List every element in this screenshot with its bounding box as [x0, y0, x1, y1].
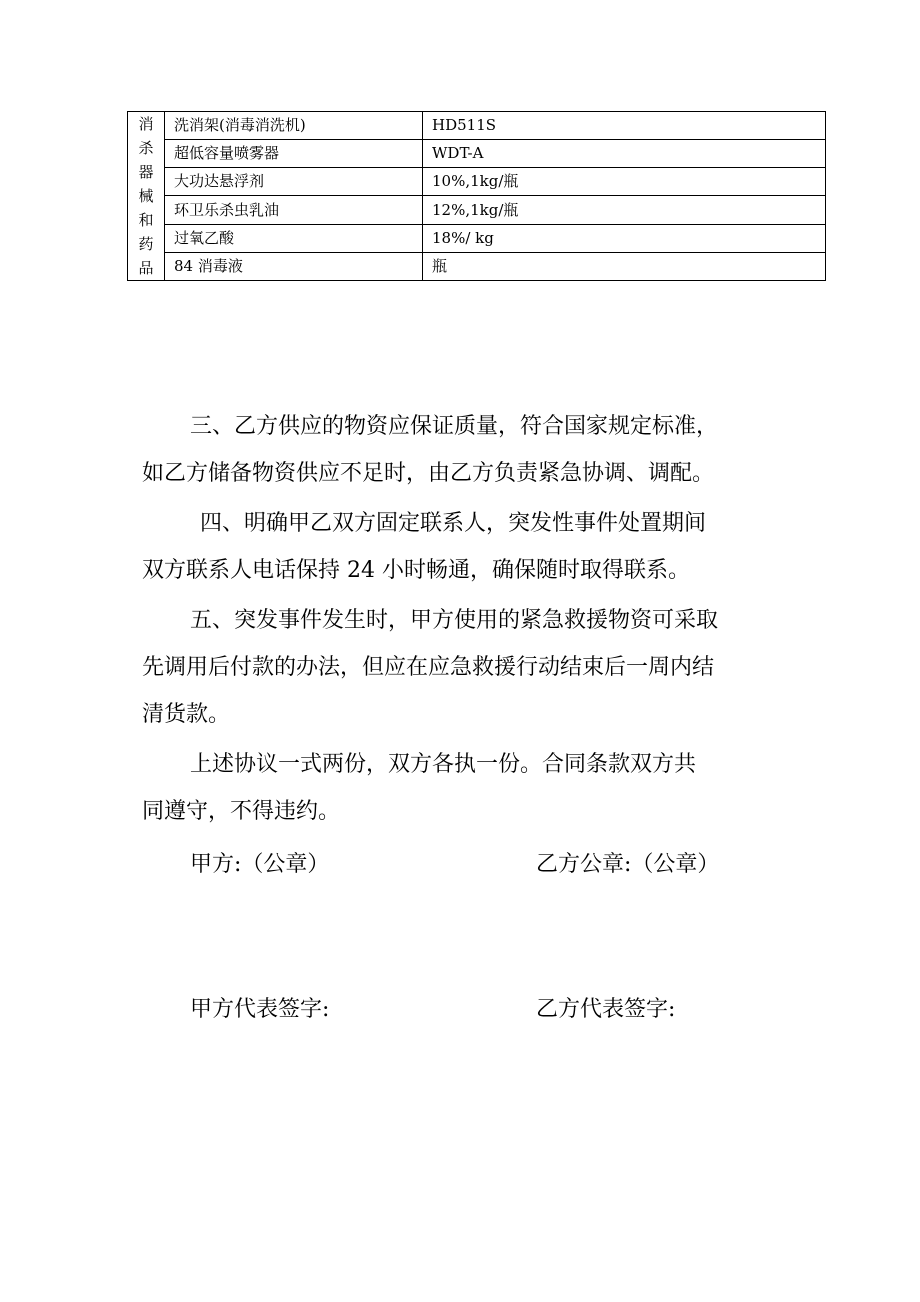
closing-line-1: 上述协议一式两份，双方各执一份。合同条款双方共 — [190, 752, 697, 777]
table-row — [128, 140, 826, 168]
clause-three-line-1: 三、乙方供应的物资应保证质量，符合国家规定标准， — [190, 414, 719, 439]
item-spec-cell: WDT-A — [423, 140, 826, 168]
supply-table — [127, 111, 826, 281]
clause-five-line-2: 先调用后付款的办法，但应在应急救援行动结束后一周内结 — [142, 655, 715, 680]
item-spec-cell: 18%/ kg — [423, 224, 826, 252]
item-spec-cell: 瓶 — [423, 252, 826, 280]
party-a-seal: 甲方:（公章） — [190, 852, 330, 877]
item-name-cell: 84 消毒液 — [165, 252, 423, 280]
item-spec-cell: 12%,1kg/瓶 — [423, 196, 826, 224]
item-spec-cell: 10%,1kg/瓶 — [423, 168, 826, 196]
clause-five-line-1: 五、突发事件发生时，甲方使用的紧急救援物资可采取 — [190, 608, 719, 633]
item-name-cell: 超低容量喷雾器 — [165, 140, 423, 168]
clause-four — [142, 500, 792, 594]
table-row — [128, 196, 826, 224]
table-row — [128, 168, 826, 196]
closing-clause — [142, 741, 792, 835]
clause-four-line-1: 四、明确甲乙双方固定联系人，突发性事件处置期间 — [200, 511, 707, 536]
table-row — [128, 112, 826, 140]
clause-three-line-2: 如乙方储备物资供应不足时，由乙方负责紧急协调、调配。 — [142, 461, 715, 486]
item-name-cell: 大功达悬浮剂 — [165, 168, 423, 196]
category-cell — [128, 112, 165, 281]
table-row — [128, 224, 826, 252]
clause-three — [142, 403, 792, 497]
item-name-cell: 洗消架(消毒消洗机) — [165, 112, 423, 140]
item-name-cell: 过氧乙酸 — [165, 224, 423, 252]
clause-four-line-2: 双方联系人电话保持 24 小时畅通，确保随时取得联系。 — [142, 558, 690, 583]
party-b-representative: 乙方代表签字: — [536, 997, 676, 1022]
party-a-representative: 甲方代表签字: — [190, 997, 330, 1022]
category-label: 消 杀 器 械 和 药 品 — [138, 115, 154, 277]
item-name-cell: 环卫乐杀虫乳油 — [165, 196, 423, 224]
closing-line-2: 同遵守，不得违约。 — [142, 799, 341, 824]
item-spec-cell: HD511S — [423, 112, 826, 140]
clause-five-line-3: 清货款。 — [142, 702, 231, 727]
party-b-seal: 乙方公章:（公章） — [536, 852, 720, 877]
clause-five — [142, 597, 792, 738]
table-row — [128, 252, 826, 280]
